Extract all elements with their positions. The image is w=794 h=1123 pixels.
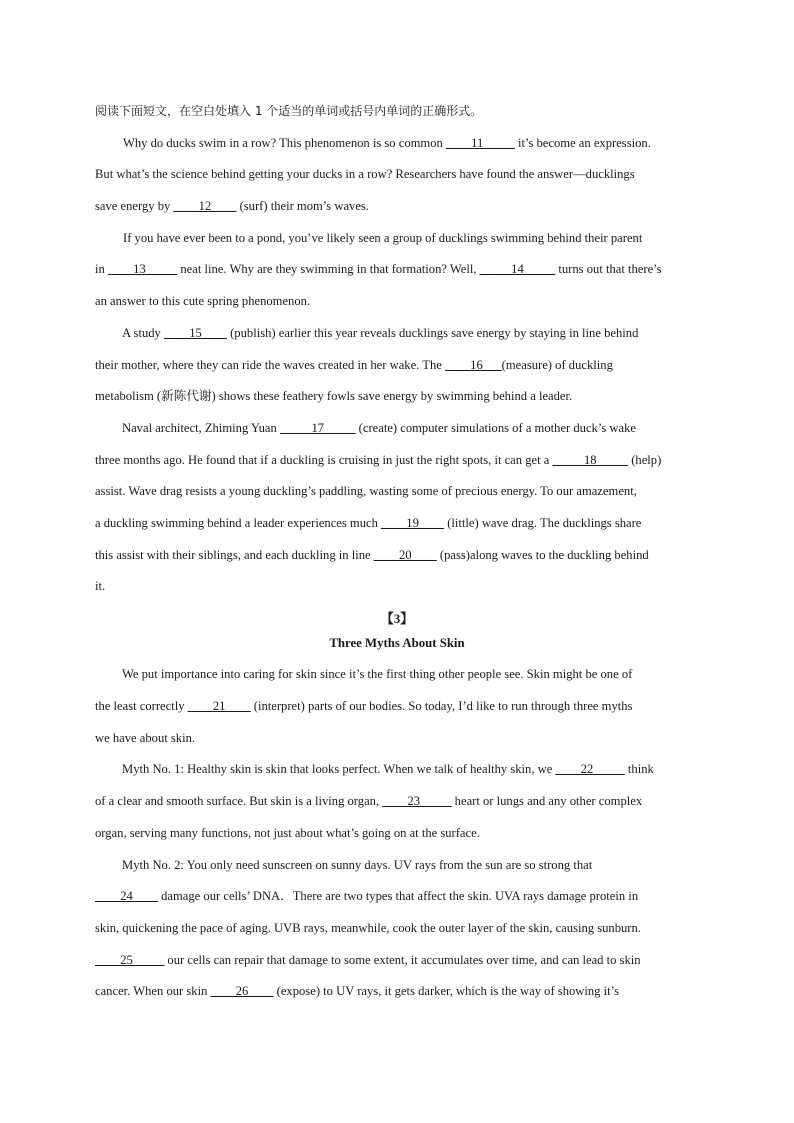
- paragraph-line: we have about skin.: [95, 730, 196, 745]
- text-span: (create) computer simulations of a mother duck’s wake: [355, 420, 636, 435]
- blank-22: ____22_____: [555, 762, 625, 777]
- paragraph-line: [95, 350, 699, 382]
- text-span: (expose) to UV rays, it gets darker, which is the way of showing it’s: [273, 984, 620, 999]
- paragraph-line: [95, 254, 699, 286]
- text-span: their mother, where they can ride the waves created in her wake. The: [95, 357, 445, 372]
- paragraph-line: metabolism (新陈代谢) shows these feathery fowls save energy by swimming behind a leader.: [95, 389, 573, 404]
- text-span: it’s become an expression.: [514, 135, 651, 150]
- text-span: (measure) of duckling: [501, 357, 613, 372]
- blank-24: ____24____: [95, 889, 158, 904]
- blank-18: _____18_____: [552, 452, 629, 467]
- paragraph-line: But what’s the science behind getting your ducks in a row? Researchers have found the answer—ducklings: [95, 167, 635, 182]
- blank-13: ____13_____: [107, 262, 178, 277]
- text-span: A study: [122, 325, 164, 340]
- paragraph-line: [95, 691, 699, 723]
- text-span: Naval architect, Zhiming Yuan: [122, 420, 280, 435]
- text-span: neat line. Why are they swimming in that formation? Well,: [177, 262, 480, 277]
- text-span: in: [95, 262, 108, 277]
- text-span: this assist with their siblings, and each duckling in line: [95, 547, 374, 562]
- paragraph-line: [95, 508, 699, 540]
- paragraph-line: an answer to this cute spring phenomenon.: [95, 294, 311, 309]
- paragraph-line: it.: [95, 579, 106, 594]
- text-span: (help): [628, 452, 662, 467]
- document-content: [95, 96, 699, 1008]
- text-span: three months ago. He found that if a duckling is cruising in just the right spots, it can get a: [95, 452, 553, 467]
- text-span: a duckling swimming behind a leader experiences much: [95, 515, 382, 530]
- text-span: think: [624, 762, 654, 777]
- paragraph-line: Myth No. 2: You only need sunscreen on sunny days. UV rays from the sun are so strong that: [122, 857, 593, 872]
- paragraph-line: [95, 413, 699, 445]
- text-span: our cells can repair that damage to some extent, it accumulates over time, and can lead to skin: [164, 952, 641, 967]
- paragraph-line: [95, 540, 699, 572]
- text-span: the least correctly: [95, 699, 188, 714]
- blank-15: ____15____: [164, 325, 227, 340]
- paragraph-line: [95, 191, 699, 223]
- paragraph-line: [95, 945, 699, 977]
- paragraph-line: [95, 445, 699, 477]
- blank-20: ____20____: [373, 547, 437, 562]
- text-span: of a clear and smooth surface. But skin is a living organ,: [95, 794, 383, 809]
- paragraph-line: [95, 318, 699, 350]
- blank-23: ____23_____: [382, 794, 452, 809]
- text-span: turns out that there’s: [555, 262, 662, 277]
- paragraph-line: [95, 976, 699, 1008]
- text-span: cancer. When our skin: [95, 984, 211, 999]
- text-span: damage our cells’ DNA．There are two types that affect the skin. UVA rays damage protein in: [157, 889, 639, 904]
- text-span: save energy by: [95, 199, 174, 214]
- section-title: Three Myths About Skin: [329, 635, 465, 650]
- section-number: 【3】: [380, 611, 414, 626]
- blank-12: ____12____: [173, 199, 237, 214]
- blank-26: ____26____: [210, 984, 274, 999]
- text-span: (interpret) parts of our bodies. So today, I’d like to run through three myths: [250, 699, 633, 714]
- text-span: (publish) earlier this year reveals ducklings save energy by staying in line behind: [226, 325, 639, 340]
- paragraph-line: [95, 881, 699, 913]
- blank-17: _____17_____: [279, 420, 356, 435]
- text-span: Myth No. 1: Healthy skin is skin that looks perfect. When we talk of healthy skin, we: [122, 762, 556, 777]
- text-span: heart or lungs and any other complex: [451, 794, 643, 809]
- paragraph-line: [95, 128, 699, 160]
- blank-11: ____11_____: [445, 135, 515, 150]
- paragraph-line: We put importance into caring for skin since it’s the first thing other people see. Skin might be one of: [122, 667, 633, 682]
- text-span: (little) wave drag. The ducklings share: [444, 515, 642, 530]
- paragraph-line: assist. Wave drag resists a young duckling’s paddling, wasting some of precious energy. To our amazement,: [95, 484, 637, 499]
- blank-19: ____19____: [381, 515, 445, 530]
- text-span: Why do ducks swim in a row? This phenomenon is so common: [123, 135, 446, 150]
- text-span: (surf) their mom’s waves.: [236, 199, 369, 214]
- text-span: (pass)along waves to the duckling behind: [436, 547, 649, 562]
- paragraph-line: skin, quickening the pace of aging. UVB rays, meanwhile, cook the outer layer of the skin, causing sunburn.: [95, 920, 641, 935]
- paragraph-line: [95, 754, 699, 786]
- blank-14: _____14_____: [479, 262, 556, 277]
- paragraph-line: organ, serving many functions, not just about what’s going on at the surface.: [95, 825, 480, 840]
- blank-21: ____21____: [187, 699, 251, 714]
- paragraph-line: If you have ever been to a pond, you’ve likely seen a group of ducklings swimming behind their parent: [123, 230, 643, 245]
- paragraph-line: [95, 786, 699, 818]
- blank-25: ____25_____: [95, 952, 165, 967]
- instruction: 阅读下面短文，在空白处填入 1 个适当的单词或括号内单词的正确形式。: [95, 104, 483, 118]
- blank-16: ____16___: [444, 357, 502, 372]
